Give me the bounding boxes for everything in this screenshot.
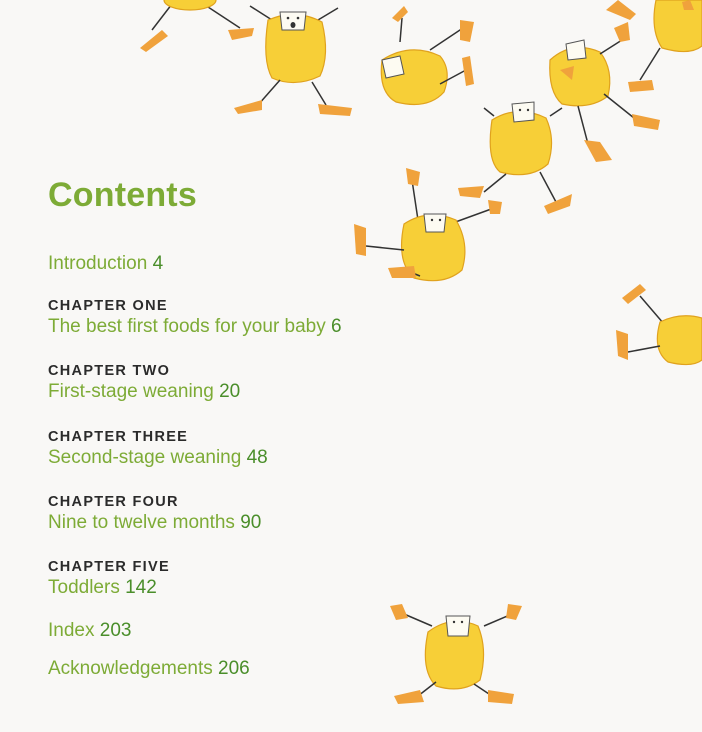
toc-entry-page: 142 <box>125 577 157 598</box>
toc-entry-title: The best first foods for your baby <box>48 316 326 337</box>
cheese-character-icon <box>354 168 502 281</box>
toc-entry-title: First-stage weaning <box>48 381 214 402</box>
page-title: Contents <box>48 176 197 214</box>
chapter-label: CHAPTER FIVE <box>48 559 170 575</box>
chapter-label: CHAPTER TWO <box>48 363 171 379</box>
toc-entry-chapter-four <box>48 493 261 535</box>
toc-entry-page: 6 <box>331 316 342 337</box>
toc-entry-title: Index <box>48 620 95 641</box>
toc-entry-introduction <box>48 252 163 276</box>
toc-entry-chapter-two <box>48 362 240 404</box>
cheese-character-icon <box>140 0 254 52</box>
cheese-character-icon <box>550 22 660 162</box>
chapter-label: CHAPTER THREE <box>48 429 189 445</box>
toc-entry-index <box>48 619 131 643</box>
cheese-character-icon <box>458 102 572 214</box>
toc-entry-page: 203 <box>99 620 132 641</box>
toc-entry-page: 48 <box>246 447 268 468</box>
toc-entry-page: 90 <box>240 512 262 533</box>
cheese-character-icon <box>390 604 522 704</box>
cheese-character-icon <box>381 6 474 104</box>
toc-entry-acknowledgements <box>48 657 250 681</box>
toc-entry-title: Introduction <box>48 253 148 274</box>
cheese-character-icon <box>234 6 352 116</box>
toc-entry-title: Nine to twelve months <box>48 512 235 533</box>
toc-entry-title: Toddlers <box>48 577 120 598</box>
cheese-character-icon <box>616 284 702 365</box>
toc-entry-page: 20 <box>219 381 241 402</box>
toc-entry-chapter-one <box>48 297 342 339</box>
toc-entry-page: 4 <box>152 253 164 274</box>
toc-entry-chapter-three <box>48 428 268 470</box>
toc-entry-title: Second-stage weaning <box>48 447 242 468</box>
toc-entry-page: 206 <box>218 658 250 679</box>
toc-entry-title: Acknowledgements <box>48 658 213 679</box>
chapter-label: CHAPTER FOUR <box>48 494 179 510</box>
toc-entry-chapter-five <box>48 558 170 600</box>
chapter-label: CHAPTER ONE <box>48 298 168 314</box>
cheese-character-icon <box>606 0 702 92</box>
